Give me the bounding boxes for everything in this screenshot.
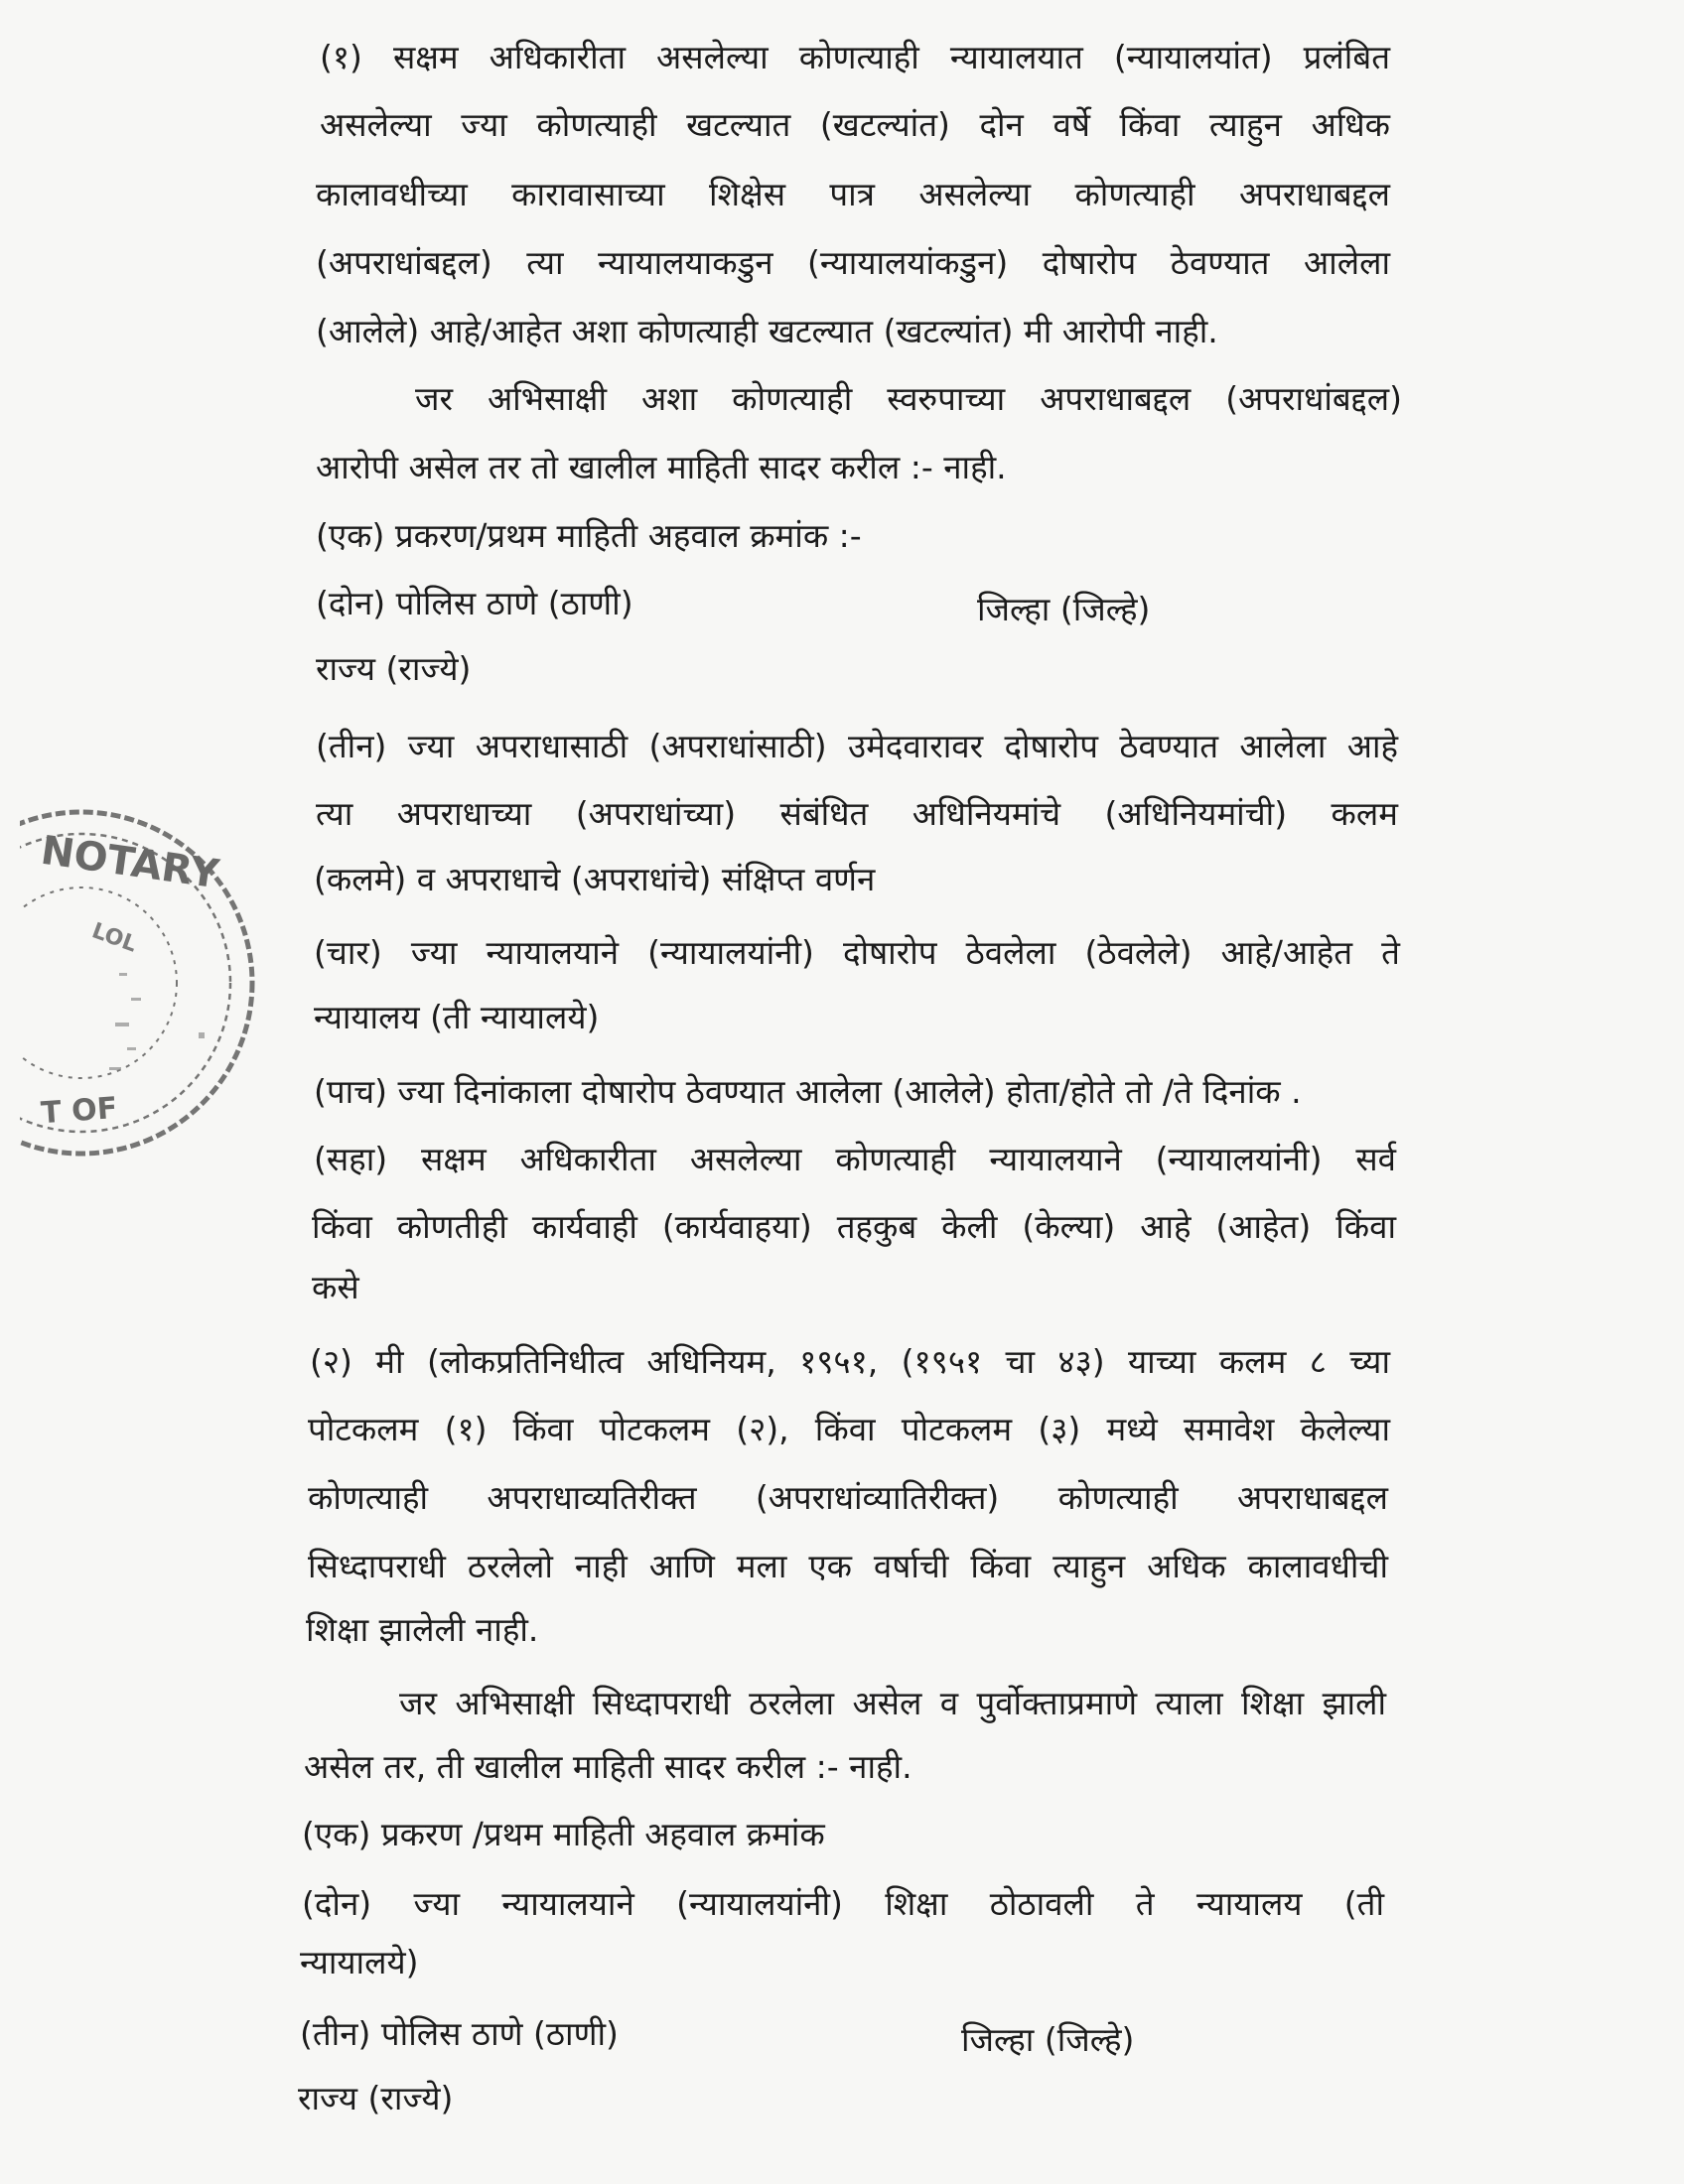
text-line: (आलेले) आहे/आहेत अशा कोणत्याही खटल्यात (खटल्यांत) मी आरोपी नाही.	[316, 312, 1218, 350]
text-line: (२) मी (लोकप्रतिनिधीत्व अधिनियम, १९५१, (१९५१ चा ४३) याच्या कलम ८ च्या	[310, 1342, 1390, 1381]
text-line: कोणत्याही अपराधाव्यतिरीक्त (अपराधांव्यातिरीक्त) कोणत्याही अपराधाबद्दल	[308, 1478, 1388, 1517]
text-line: (तीन) ज्या अपराधासाठी (अपराधांसाठी) उमेदवारावर दोषारोप ठेवण्यात आलेला आहे	[316, 727, 1398, 765]
text-line: पोटकलम (१) किंवा पोटकलम (२), किंवा पोटकलम (३) मध्ये समावेश केलेल्या	[308, 1410, 1390, 1448]
text-line: राज्य (राज्ये)	[316, 649, 472, 688]
text-line: आरोपी असेल तर तो खालील माहिती सादर करील :- नाही.	[316, 448, 1007, 486]
text-line: (दोन) ज्या न्यायालयाने (न्यायालयांनी) शिक्षा ठोठावली ते न्यायालय (ती	[302, 1884, 1384, 1923]
text-line: कसे	[312, 1268, 359, 1306]
stamp-text-bottom: T OF	[40, 1090, 119, 1132]
text-line: सिध्दापराधी ठरलेलो नाही आणि मला एक वर्षाची किंवा त्याहुन अधिक कालावधीची	[308, 1547, 1388, 1585]
text-line: राज्य (राज्ये)	[298, 2079, 454, 2117]
stamp-text-inner: LOL	[88, 918, 140, 958]
text-line: (पाच) ज्या दिनांकाला दोषारोप ठेवण्यात आलेला (आलेले) होता/होते तो /ते दिनांक .	[314, 1072, 1302, 1111]
text-line: त्या अपराधाच्या (अपराधांच्या) संबंधित अधिनियमांचे (अधिनियमांची) कलम	[316, 794, 1398, 833]
text-line: असलेल्या ज्या कोणत्याही खटल्यात (खटल्यांत) दोन वर्षे किंवा त्याहुन अधिक	[320, 105, 1390, 144]
text-line: (सहा) सक्षम अधिकारीता असलेल्या कोणत्याही न्यायालयाने (न्यायालयांनी) सर्व	[314, 1140, 1396, 1178]
text-line: न्यायालय (ती न्यायालये)	[314, 998, 600, 1036]
text-line: (चार) ज्या न्यायालयाने (न्यायालयांनी) दोषारोप ठेवलेला (ठेवलेले) आहे/आहेत ते	[314, 933, 1400, 972]
text-line: जिल्हा (जिल्हे)	[961, 2020, 1135, 2059]
text-line: कालावधीच्या कारावासाच्या शिक्षेस पात्र असलेल्या कोणत्याही अपराधाबद्दल	[316, 175, 1390, 213]
text-line: (एक) प्रकरण/प्रथम माहिती अहवाल क्रमांक :-	[316, 516, 862, 555]
notary-stamp	[20, 794, 258, 1171]
text-line: जर अभिसाक्षी सिध्दापराधी ठरलेला असेल व पुर्वोक्ताप्रमाणे त्याला शिक्षा झाली	[399, 1684, 1386, 1722]
text-line: (तीन) पोलिस ठाणे (ठाणी)	[300, 2014, 619, 2053]
text-line: जर अभिसाक्षी अशा कोणत्याही स्वरुपाच्या अपराधाबद्दल (अपराधांबद्दल)	[415, 379, 1402, 418]
stamp-text-top: NOTARY	[38, 827, 222, 898]
text-line: न्यायालये)	[300, 1943, 419, 1981]
text-line: जिल्हा (जिल्हे)	[977, 590, 1151, 628]
text-line: (अपराधांबद्दल) त्या न्यायालयाकडुन (न्यायालयांकडुन) दोषारोप ठेवण्यात आलेला	[316, 243, 1390, 282]
text-line: (कलमे) व अपराधाचे (अपराधांचे) संक्षिप्त वर्णन	[314, 860, 876, 898]
text-line: (एक) प्रकरण /प्रथम माहिती अहवाल क्रमांक	[302, 1815, 825, 1853]
text-line: (१) सक्षम अधिकारीता असलेल्या कोणत्याही न्यायालयात (न्यायालयांत) प्रलंबित	[320, 38, 1390, 76]
text-line: किंवा कोणतीही कार्यवाही (कार्यवाहया) तहकुब केली (केल्या) आहे (आहेत) किंवा	[312, 1207, 1396, 1246]
text-line: असेल तर, ती खालील माहिती सादर करील :- नाही.	[304, 1747, 912, 1786]
text-line: (दोन) पोलिस ठाणे (ठाणी)	[316, 584, 633, 622]
text-line: शिक्षा झालेली नाही.	[306, 1610, 539, 1649]
